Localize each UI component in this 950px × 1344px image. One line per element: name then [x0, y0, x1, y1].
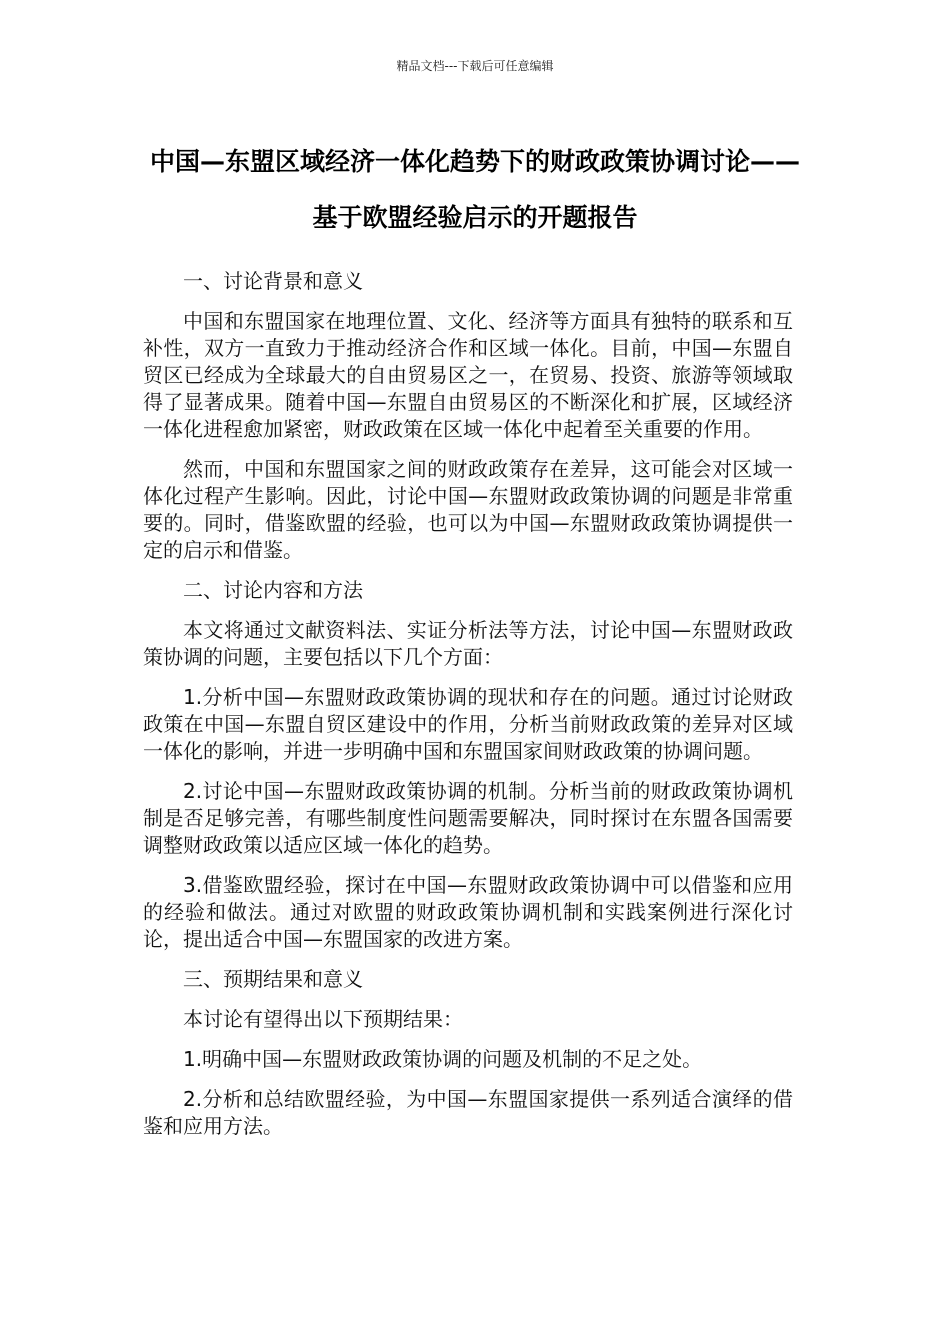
paragraph-background-1: 中国和东盟国家在地理位置、文化、经济等方面具有独特的联系和互补性，双方一直致力于推动经济合作和区域一体化。目前，中国—东盟自贸区已经成为全球最大的自由贸易区之一，在贸易、投资、旅游等领域取得了显著成果。随着中国—东盟自由贸易区的不断深化和扩展，区域经济一体化进程愈加紧密，财政政策在区域一体化中起着至关重要的作用。: [143, 309, 793, 441]
section-heading-content-method: 二、讨论内容和方法: [183, 578, 363, 602]
list-item-content-2: 2.讨论中国—东盟财政政策协调的机制。分析当前的财政政策协调机制是否足够完善，有哪些制度性问题需要解决，同时探讨在东盟各国需要调整财政政策以适应区域一体化的趋势。: [143, 779, 793, 857]
list-item-content-1: 1.分析中国—东盟财政政策协调的现状和存在的问题。通过讨论财政政策在中国—东盟自贸区建设中的作用，分析当前财政政策的差异对区域一体化的影响，并进一步明确中国和东盟国家间财政政策的协调问题。: [143, 685, 793, 763]
list-item-content-3: 3.借鉴欧盟经验，探讨在中国—东盟财政政策协调中可以借鉴和应用的经验和做法。通过对欧盟的财政政策协调机制和实践案例进行深化讨论，提出适合中国—东盟国家的改进方案。: [143, 873, 793, 951]
document-body: [143, 268, 793, 1153]
list-item-result-2: 2.分析和总结欧盟经验，为中国—东盟国家提供一系列适合演绎的借鉴和应用方法。: [143, 1087, 793, 1138]
section-heading-expected-results: 三、预期结果和意义: [183, 967, 363, 991]
list-item-result-1: 1.明确中国—东盟财政政策协调的问题及机制的不足之处。: [183, 1047, 703, 1071]
paragraph-background-2: 然而，中国和东盟国家之间的财政政策存在差异，这可能会对区域一体化过程产生影响。因此，讨论中国—东盟财政政策协调的问题是非常重要的。同时，借鉴欧盟的经验，也可以为中国—东盟财政政策协调提供一定的启示和借鉴。: [143, 457, 793, 562]
document-title: 中国—东盟区域经济一体化趋势下的财政政策协调讨论——基于欧盟经验启示的开题报告: [149, 147, 800, 232]
paragraph-method-intro: 本文将通过文献资料法、实证分析法等方法，讨论中国—东盟财政政策协调的问题，主要包括以下几个方面：: [143, 618, 793, 669]
section-heading-background: 一、讨论背景和意义: [183, 269, 363, 293]
paragraph-results-intro: 本讨论有望得出以下预期结果：: [183, 1007, 463, 1031]
page-header-watermark: 精品文档---下载后可任意编辑: [396, 59, 554, 73]
